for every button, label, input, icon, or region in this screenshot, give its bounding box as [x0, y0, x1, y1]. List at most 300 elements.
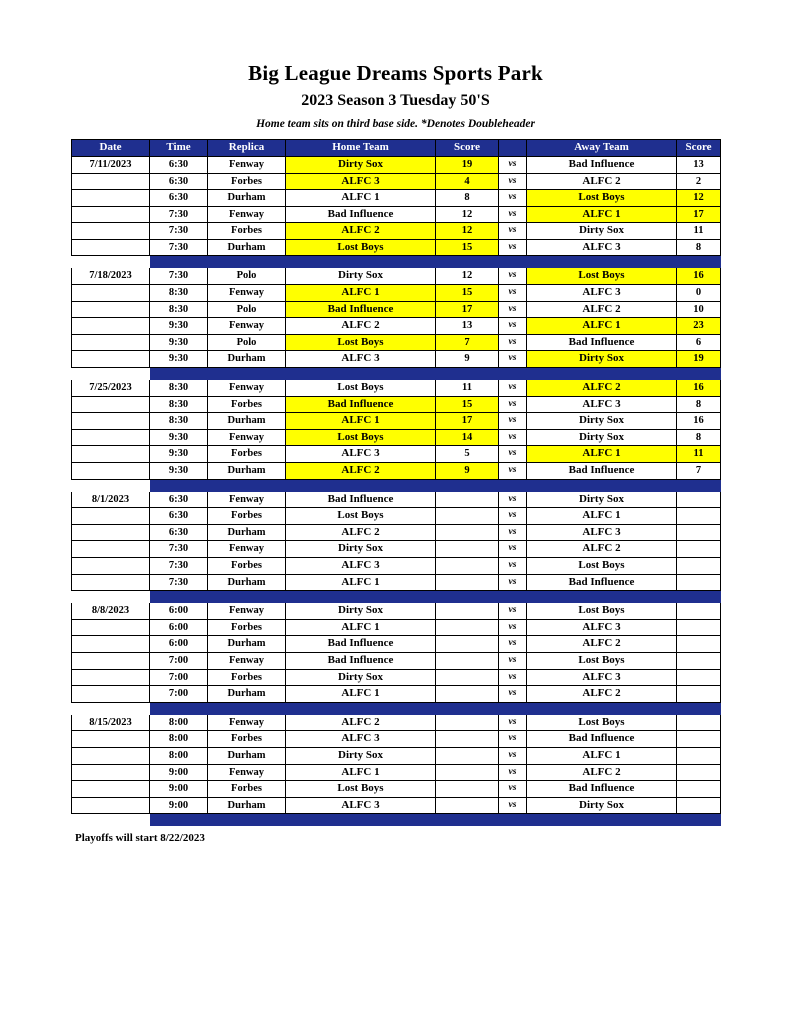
cell-home-team: ALFC 3: [286, 173, 436, 190]
table-row: [72, 491, 721, 508]
group-separator: [72, 814, 721, 826]
cell-replica: Fenway: [208, 541, 286, 558]
cell-date: [72, 396, 150, 413]
cell-home-score: [436, 747, 499, 764]
cell-home-team: ALFC 1: [286, 413, 436, 430]
cell-away-score: 8: [677, 429, 721, 446]
cell-home-team: Dirty Sox: [286, 669, 436, 686]
cell-vs-label: vs: [499, 781, 527, 798]
cell-date: [72, 541, 150, 558]
cell-home-team: Bad Influence: [286, 652, 436, 669]
cell-vs-label: vs: [499, 351, 527, 368]
cell-away-team: Lost Boys: [527, 603, 677, 620]
cell-vs-label: vs: [499, 603, 527, 620]
cell-home-score: 11: [436, 380, 499, 397]
cell-home-team: ALFC 2: [286, 223, 436, 240]
table-row: [72, 301, 721, 318]
cell-date: [72, 318, 150, 335]
cell-away-score: 0: [677, 285, 721, 302]
cell-time: 9:00: [150, 764, 208, 781]
cell-home-team: ALFC 1: [286, 285, 436, 302]
cell-away-team: Bad Influence: [527, 156, 677, 173]
cell-vs-label: vs: [499, 491, 527, 508]
cell-time: 7:30: [150, 541, 208, 558]
cell-time: 9:30: [150, 318, 208, 335]
cell-away-score: [677, 747, 721, 764]
cell-time: 7:00: [150, 669, 208, 686]
cell-home-score: [436, 574, 499, 591]
cell-vs-label: vs: [499, 714, 527, 731]
cell-away-team: ALFC 2: [527, 686, 677, 703]
cell-home-score: [436, 797, 499, 814]
cell-replica: Fenway: [208, 429, 286, 446]
cell-away-team: ALFC 1: [527, 318, 677, 335]
cell-home-score: 12: [436, 223, 499, 240]
cell-home-score: [436, 524, 499, 541]
column-header-home-score: Score: [436, 140, 499, 157]
cell-vs-label: vs: [499, 463, 527, 480]
cell-date: [72, 524, 150, 541]
cell-date: [72, 429, 150, 446]
cell-away-score: 10: [677, 301, 721, 318]
cell-time: 9:30: [150, 463, 208, 480]
separator-band: [150, 814, 721, 826]
cell-away-team: Dirty Sox: [527, 797, 677, 814]
cell-replica: Forbes: [208, 223, 286, 240]
cell-vs-label: vs: [499, 190, 527, 207]
cell-home-score: [436, 652, 499, 669]
cell-date: [72, 747, 150, 764]
cell-time: 6:30: [150, 156, 208, 173]
cell-replica: Forbes: [208, 508, 286, 525]
cell-away-team: ALFC 1: [527, 206, 677, 223]
table-row: [72, 396, 721, 413]
table-row: [72, 190, 721, 207]
cell-home-team: Bad Influence: [286, 396, 436, 413]
cell-date: [72, 446, 150, 463]
cell-away-score: 16: [677, 413, 721, 430]
cell-home-score: 17: [436, 413, 499, 430]
cell-home-team: Lost Boys: [286, 508, 436, 525]
cell-away-team: Bad Influence: [527, 731, 677, 748]
cell-vs-label: vs: [499, 223, 527, 240]
cell-vs-label: vs: [499, 764, 527, 781]
cell-vs-label: vs: [499, 380, 527, 397]
cell-vs-label: vs: [499, 731, 527, 748]
cell-away-score: 23: [677, 318, 721, 335]
cell-vs-label: vs: [499, 285, 527, 302]
cell-time: 7:00: [150, 652, 208, 669]
cell-away-score: 7: [677, 463, 721, 480]
cell-date: [72, 334, 150, 351]
table-row: [72, 351, 721, 368]
cell-away-team: ALFC 3: [527, 524, 677, 541]
cell-away-score: [677, 686, 721, 703]
table-row: [72, 206, 721, 223]
cell-away-score: 6: [677, 334, 721, 351]
cell-away-score: [677, 524, 721, 541]
cell-away-score: [677, 541, 721, 558]
group-separator: [72, 702, 721, 714]
cell-time: 6:00: [150, 636, 208, 653]
table-row: [72, 686, 721, 703]
cell-replica: Polo: [208, 301, 286, 318]
cell-date: 8/1/2023: [72, 491, 150, 508]
cell-home-team: Lost Boys: [286, 380, 436, 397]
cell-away-team: ALFC 2: [527, 541, 677, 558]
table-row: [72, 669, 721, 686]
table-row: [72, 334, 721, 351]
table-row: [72, 446, 721, 463]
table-row: [72, 619, 721, 636]
cell-home-score: [436, 491, 499, 508]
cell-home-team: ALFC 1: [286, 574, 436, 591]
cell-home-score: 9: [436, 351, 499, 368]
cell-home-team: Bad Influence: [286, 301, 436, 318]
cell-replica: Durham: [208, 413, 286, 430]
cell-away-score: [677, 797, 721, 814]
cell-replica: Durham: [208, 636, 286, 653]
group-separator: [72, 256, 721, 268]
cell-time: 7:30: [150, 206, 208, 223]
page-title: Big League Dreams Sports Park: [248, 61, 543, 85]
cell-replica: Fenway: [208, 206, 286, 223]
cell-time: 7:30: [150, 268, 208, 285]
cell-away-team: ALFC 2: [527, 301, 677, 318]
cell-date: [72, 301, 150, 318]
cell-date: [72, 351, 150, 368]
cell-vs-label: vs: [499, 334, 527, 351]
cell-date: [72, 557, 150, 574]
cell-date: 7/11/2023: [72, 156, 150, 173]
cell-home-team: Dirty Sox: [286, 268, 436, 285]
cell-home-score: 17: [436, 301, 499, 318]
cell-away-score: 16: [677, 380, 721, 397]
cell-vs-label: vs: [499, 301, 527, 318]
cell-away-team: ALFC 2: [527, 636, 677, 653]
cell-away-score: [677, 636, 721, 653]
table-row: [72, 636, 721, 653]
cell-time: 9:30: [150, 429, 208, 446]
cell-date: [72, 239, 150, 256]
cell-time: 9:00: [150, 781, 208, 798]
cell-time: 6:00: [150, 619, 208, 636]
cell-home-score: 15: [436, 285, 499, 302]
cell-replica: Fenway: [208, 380, 286, 397]
table-row: [72, 714, 721, 731]
table-row: [72, 797, 721, 814]
cell-home-team: ALFC 1: [286, 764, 436, 781]
cell-home-team: Lost Boys: [286, 781, 436, 798]
cell-vs-label: vs: [499, 156, 527, 173]
column-header-vs: [499, 140, 527, 157]
cell-date: 7/25/2023: [72, 380, 150, 397]
separator-band: [150, 702, 721, 714]
cell-away-team: ALFC 3: [527, 239, 677, 256]
cell-home-score: 4: [436, 173, 499, 190]
cell-home-score: 15: [436, 396, 499, 413]
cell-vs-label: vs: [499, 318, 527, 335]
cell-home-team: Dirty Sox: [286, 603, 436, 620]
cell-home-team: ALFC 1: [286, 686, 436, 703]
page-note: Home team sits on third base side. *Denotes Doubleheader: [256, 117, 535, 130]
schedule-table-body: [72, 156, 721, 825]
table-row: [72, 731, 721, 748]
cell-replica: Forbes: [208, 396, 286, 413]
cell-replica: Durham: [208, 574, 286, 591]
cell-away-team: Lost Boys: [527, 190, 677, 207]
table-row: [72, 156, 721, 173]
cell-away-score: [677, 652, 721, 669]
cell-home-score: 15: [436, 239, 499, 256]
table-row: [72, 541, 721, 558]
cell-home-score: [436, 669, 499, 686]
cell-time: 9:00: [150, 797, 208, 814]
cell-replica: Forbes: [208, 173, 286, 190]
column-header-time: Time: [150, 140, 208, 157]
playoffs-note: Playoffs will start 8/22/2023: [75, 832, 205, 845]
table-row: [72, 380, 721, 397]
cell-home-team: Dirty Sox: [286, 156, 436, 173]
cell-away-team: Dirty Sox: [527, 429, 677, 446]
group-separator: [72, 368, 721, 380]
cell-vs-label: vs: [499, 686, 527, 703]
cell-away-team: Dirty Sox: [527, 491, 677, 508]
cell-vs-label: vs: [499, 173, 527, 190]
cell-away-score: 13: [677, 156, 721, 173]
cell-away-team: Lost Boys: [527, 268, 677, 285]
page-subtitle: 2023 Season 3 Tuesday 50'S: [301, 92, 490, 110]
cell-home-score: 19: [436, 156, 499, 173]
cell-replica: Durham: [208, 686, 286, 703]
column-header-replica: Replica: [208, 140, 286, 157]
cell-date: [72, 764, 150, 781]
cell-home-team: ALFC 2: [286, 714, 436, 731]
cell-date: [72, 652, 150, 669]
cell-away-score: [677, 781, 721, 798]
cell-replica: Fenway: [208, 603, 286, 620]
cell-date: [72, 190, 150, 207]
cell-replica: Durham: [208, 463, 286, 480]
cell-home-score: [436, 714, 499, 731]
column-header-away-team: Away Team: [527, 140, 677, 157]
cell-vs-label: vs: [499, 268, 527, 285]
separator-band: [150, 479, 721, 491]
cell-away-team: Lost Boys: [527, 557, 677, 574]
cell-time: 6:30: [150, 524, 208, 541]
cell-time: 8:30: [150, 413, 208, 430]
cell-away-score: [677, 619, 721, 636]
separator-band: [150, 591, 721, 603]
cell-vs-label: vs: [499, 652, 527, 669]
schedule-table-wrapper: [71, 139, 720, 826]
cell-time: 6:30: [150, 491, 208, 508]
cell-replica: Fenway: [208, 491, 286, 508]
table-row: [72, 524, 721, 541]
cell-replica: Durham: [208, 239, 286, 256]
cell-date: [72, 731, 150, 748]
separator-band: [150, 368, 721, 380]
cell-home-team: Lost Boys: [286, 429, 436, 446]
cell-date: 8/15/2023: [72, 714, 150, 731]
cell-away-team: Lost Boys: [527, 652, 677, 669]
cell-home-score: 13: [436, 318, 499, 335]
cell-vs-label: vs: [499, 669, 527, 686]
group-separator: [72, 479, 721, 491]
cell-away-score: [677, 764, 721, 781]
cell-time: 7:30: [150, 223, 208, 240]
cell-vs-label: vs: [499, 619, 527, 636]
cell-home-score: [436, 781, 499, 798]
cell-home-team: Bad Influence: [286, 491, 436, 508]
cell-time: 7:30: [150, 557, 208, 574]
cell-vs-label: vs: [499, 524, 527, 541]
cell-home-score: 8: [436, 190, 499, 207]
cell-time: 9:30: [150, 351, 208, 368]
table-row: [72, 429, 721, 446]
cell-replica: Forbes: [208, 669, 286, 686]
cell-replica: Fenway: [208, 318, 286, 335]
cell-home-score: 12: [436, 268, 499, 285]
cell-replica: Durham: [208, 351, 286, 368]
cell-date: [72, 206, 150, 223]
group-separator: [72, 591, 721, 603]
cell-away-team: ALFC 2: [527, 380, 677, 397]
cell-vs-label: vs: [499, 413, 527, 430]
cell-away-score: [677, 491, 721, 508]
separator-left-blank: [72, 256, 150, 268]
cell-away-team: ALFC 2: [527, 173, 677, 190]
cell-home-score: [436, 686, 499, 703]
cell-home-team: ALFC 1: [286, 619, 436, 636]
separator-left-blank: [72, 814, 150, 826]
cell-away-team: ALFC 3: [527, 396, 677, 413]
cell-away-team: Lost Boys: [527, 714, 677, 731]
cell-vs-label: vs: [499, 429, 527, 446]
cell-replica: Forbes: [208, 446, 286, 463]
table-row: [72, 173, 721, 190]
cell-home-score: [436, 541, 499, 558]
cell-replica: Fenway: [208, 714, 286, 731]
cell-away-team: Bad Influence: [527, 574, 677, 591]
cell-replica: Durham: [208, 190, 286, 207]
cell-away-team: ALFC 3: [527, 285, 677, 302]
cell-vs-label: vs: [499, 797, 527, 814]
cell-time: 8:30: [150, 396, 208, 413]
cell-date: [72, 797, 150, 814]
cell-away-score: 12: [677, 190, 721, 207]
cell-date: 8/8/2023: [72, 603, 150, 620]
cell-home-score: [436, 603, 499, 620]
cell-replica: Fenway: [208, 156, 286, 173]
cell-replica: Polo: [208, 268, 286, 285]
cell-away-team: ALFC 1: [527, 508, 677, 525]
cell-home-team: ALFC 3: [286, 557, 436, 574]
cell-replica: Durham: [208, 797, 286, 814]
separator-left-blank: [72, 591, 150, 603]
table-row: [72, 603, 721, 620]
cell-date: [72, 669, 150, 686]
cell-vs-label: vs: [499, 636, 527, 653]
cell-date: [72, 413, 150, 430]
cell-replica: Durham: [208, 524, 286, 541]
cell-away-team: ALFC 3: [527, 669, 677, 686]
cell-home-score: 14: [436, 429, 499, 446]
cell-home-team: Lost Boys: [286, 334, 436, 351]
cell-time: 7:30: [150, 574, 208, 591]
cell-home-score: 7: [436, 334, 499, 351]
cell-home-team: ALFC 3: [286, 731, 436, 748]
cell-time: 6:30: [150, 173, 208, 190]
cell-away-score: 11: [677, 446, 721, 463]
cell-home-score: [436, 764, 499, 781]
separator-band: [150, 256, 721, 268]
cell-away-score: [677, 731, 721, 748]
cell-home-team: ALFC 2: [286, 318, 436, 335]
cell-away-team: Dirty Sox: [527, 413, 677, 430]
cell-away-team: ALFC 1: [527, 747, 677, 764]
cell-home-score: 12: [436, 206, 499, 223]
column-header-date: Date: [72, 140, 150, 157]
cell-replica: Durham: [208, 747, 286, 764]
cell-vs-label: vs: [499, 239, 527, 256]
cell-away-team: ALFC 2: [527, 764, 677, 781]
cell-vs-label: vs: [499, 574, 527, 591]
cell-away-team: Bad Influence: [527, 781, 677, 798]
cell-away-team: Dirty Sox: [527, 351, 677, 368]
cell-time: 6:00: [150, 603, 208, 620]
cell-away-score: [677, 669, 721, 686]
cell-replica: Forbes: [208, 619, 286, 636]
cell-time: 9:30: [150, 334, 208, 351]
cell-home-team: ALFC 3: [286, 351, 436, 368]
cell-away-score: 17: [677, 206, 721, 223]
column-header-away-score: Score: [677, 140, 721, 157]
cell-away-score: 2: [677, 173, 721, 190]
document-header: [0, 0, 791, 130]
cell-date: [72, 574, 150, 591]
cell-date: [72, 463, 150, 480]
cell-home-team: ALFC 2: [286, 463, 436, 480]
cell-date: [72, 686, 150, 703]
cell-time: 8:30: [150, 285, 208, 302]
cell-replica: Forbes: [208, 781, 286, 798]
cell-home-score: [436, 731, 499, 748]
cell-home-score: [436, 508, 499, 525]
cell-date: [72, 223, 150, 240]
cell-home-score: [436, 619, 499, 636]
cell-home-team: ALFC 1: [286, 190, 436, 207]
cell-home-score: 5: [436, 446, 499, 463]
cell-home-score: [436, 557, 499, 574]
cell-time: 8:30: [150, 380, 208, 397]
cell-away-team: Bad Influence: [527, 463, 677, 480]
cell-time: 7:30: [150, 239, 208, 256]
table-row: [72, 508, 721, 525]
cell-home-team: ALFC 2: [286, 524, 436, 541]
table-row: [72, 652, 721, 669]
cell-home-team: Dirty Sox: [286, 541, 436, 558]
table-row: [72, 413, 721, 430]
cell-vs-label: vs: [499, 206, 527, 223]
cell-vs-label: vs: [499, 446, 527, 463]
table-row: [72, 268, 721, 285]
cell-date: [72, 285, 150, 302]
cell-away-score: [677, 574, 721, 591]
cell-vs-label: vs: [499, 747, 527, 764]
cell-date: [72, 619, 150, 636]
cell-replica: Forbes: [208, 731, 286, 748]
